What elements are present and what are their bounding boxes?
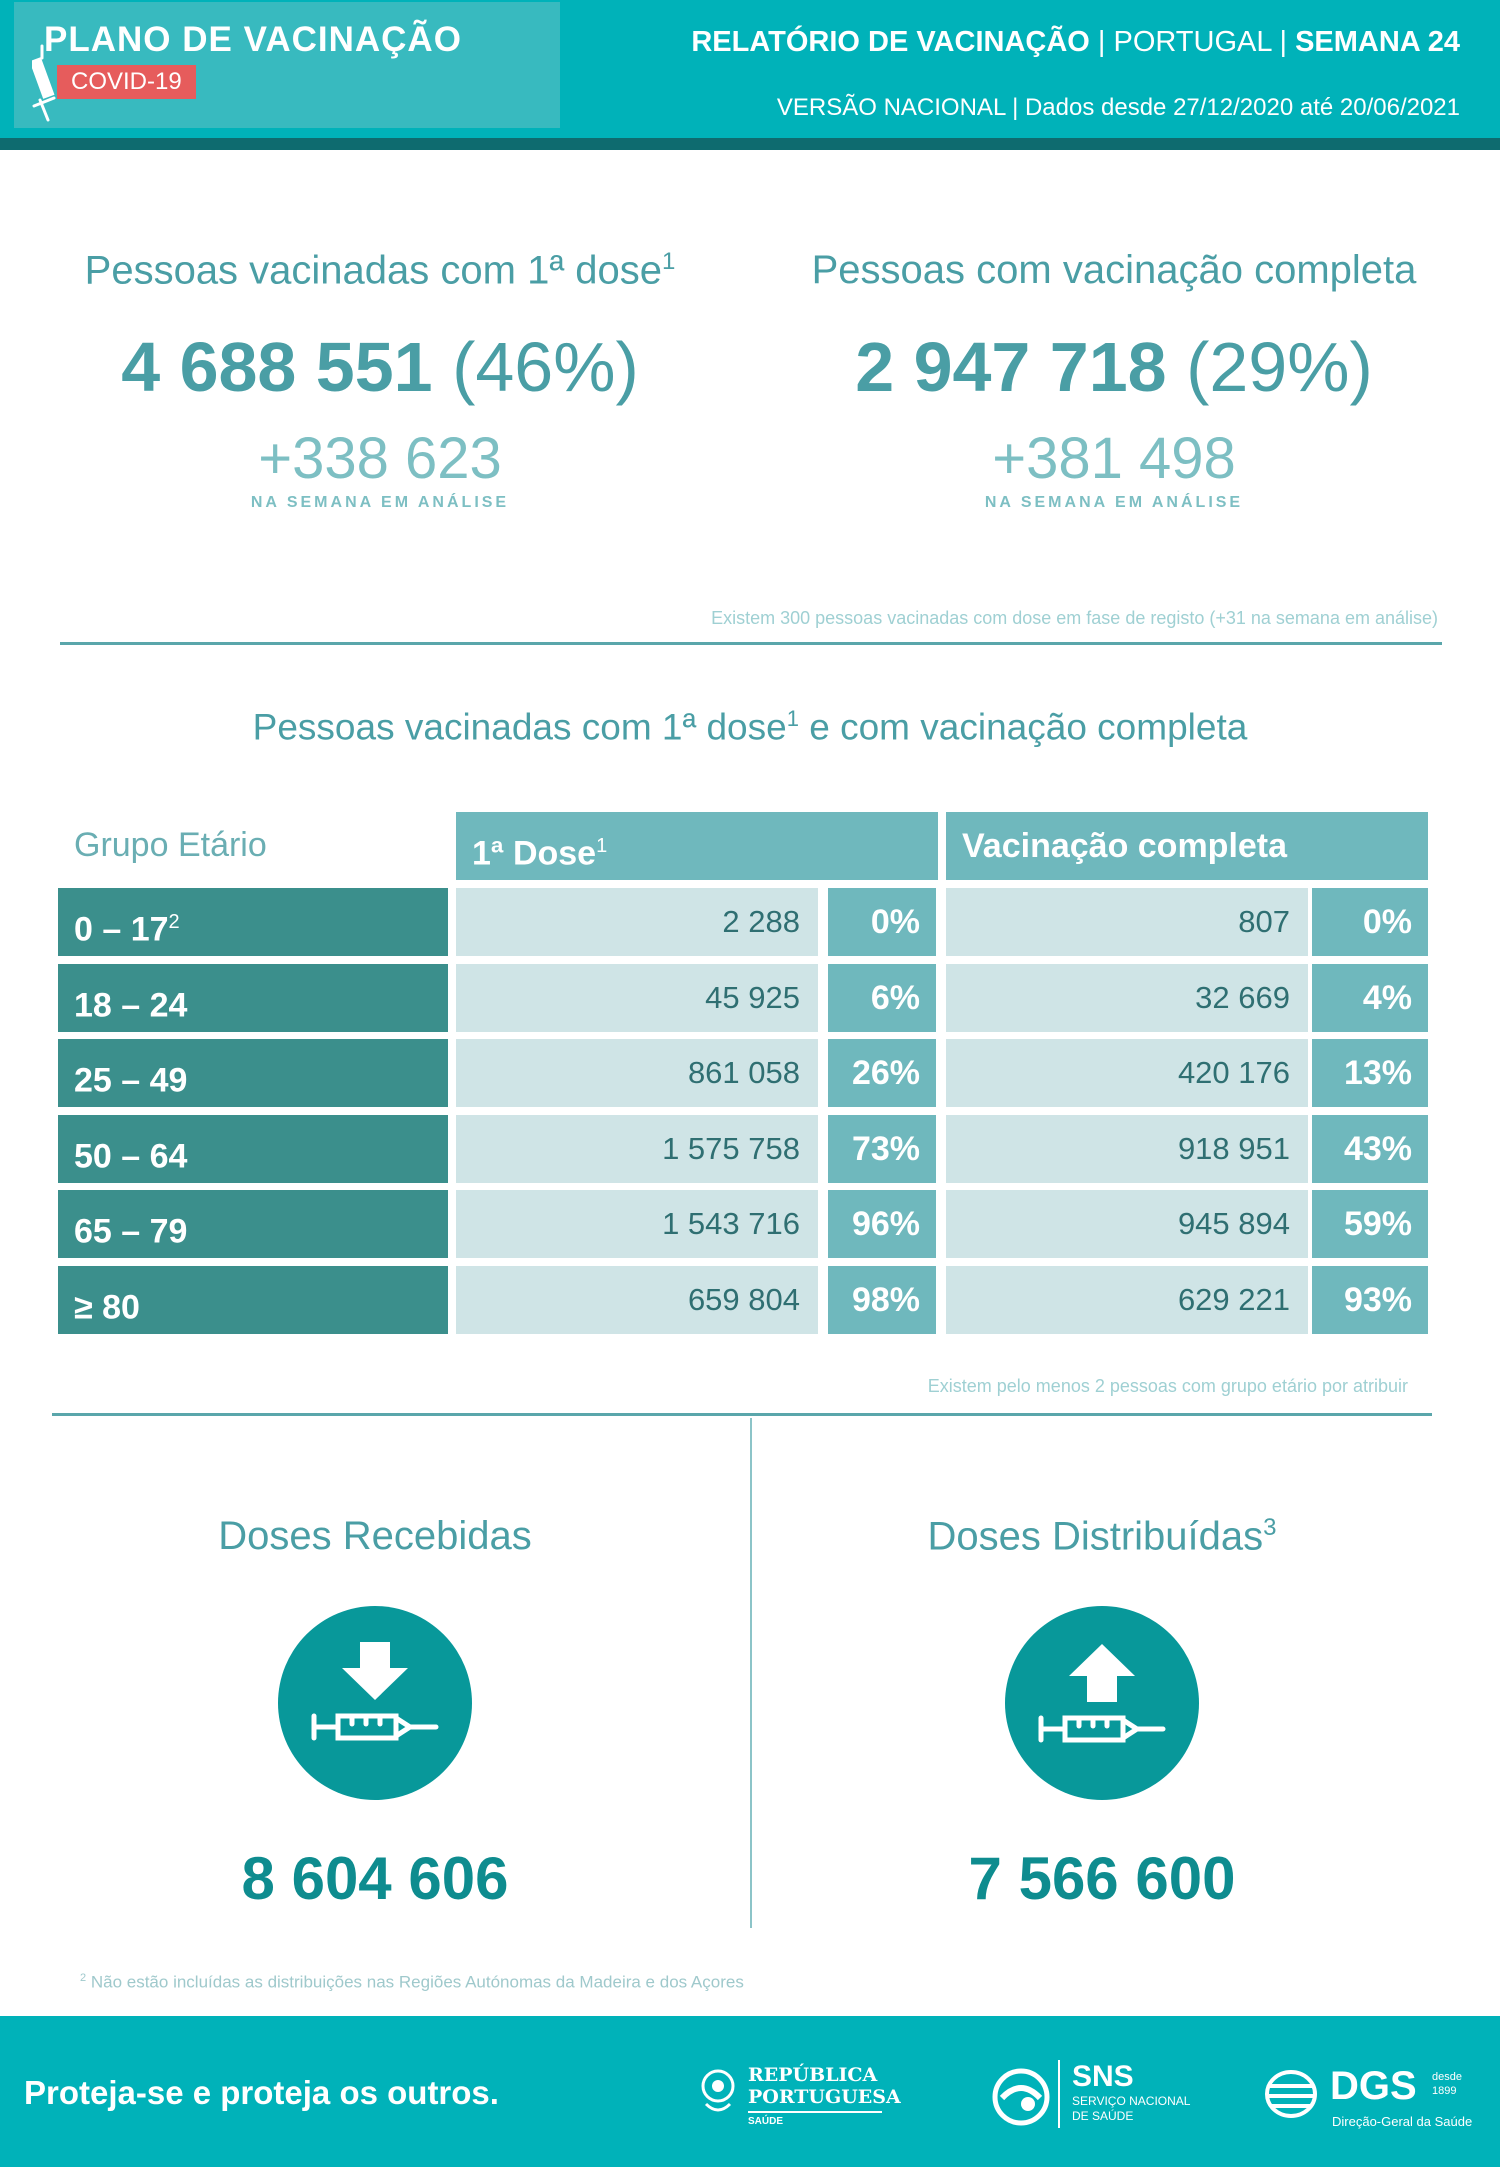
first-dose-value	[0, 327, 760, 407]
col-header-age-group: Grupo Etário	[74, 826, 267, 864]
complete-count-cell: 945 894	[946, 1190, 1308, 1258]
doses-received-label: Doses Recebidas	[218, 1514, 532, 1558]
age-group-cell	[58, 888, 448, 956]
doses-received-value: 8 604 606	[241, 1845, 509, 1912]
complete-summary	[734, 248, 1494, 512]
first-dose-count-cell: 1 575 758	[456, 1115, 818, 1183]
age-group-cell	[58, 1190, 448, 1258]
first-dose-label	[0, 248, 760, 293]
complete-pct: (29%)	[1186, 328, 1373, 406]
first-dose-count: 4 688 551	[121, 328, 433, 407]
age-group-cell	[58, 964, 448, 1032]
brand-title: PLANO DE VACINAÇÃO	[44, 20, 462, 59]
complete-pct-cell: 93%	[1312, 1266, 1428, 1334]
age-group-cell	[58, 1039, 448, 1107]
rp-line2: PORTUGUESA	[748, 2086, 901, 2108]
footer-slogan: Proteja-se e proteja os outros.	[24, 2074, 499, 2111]
age-section-title-sup: 1	[786, 706, 799, 731]
first-dose-count-cell: 2 288	[456, 888, 818, 956]
table-row	[58, 1190, 1428, 1258]
first-dose-count-cell: 45 925	[456, 964, 818, 1032]
age-group-sup: 2	[168, 911, 180, 933]
footnote-sup: 2	[80, 1972, 87, 1984]
complete-count-cell: 420 176	[946, 1039, 1308, 1107]
section-divider-middle	[52, 1413, 1432, 1416]
sns-line3: DE SAÚDE	[1072, 2109, 1134, 2123]
doses-distributed-label-sup: 3	[1263, 1514, 1277, 1541]
rp-line1: REPÚBLICA	[748, 2064, 878, 2086]
first-dose-pct-cell: 0%	[828, 888, 936, 956]
dgs-since-year: 1899	[1432, 2085, 1457, 2097]
doses-distributed-value: 7 566 600	[968, 1845, 1236, 1912]
complete-pct-cell: 4%	[1312, 964, 1428, 1032]
table-row	[58, 1266, 1428, 1334]
dgs-line1: DGS	[1330, 2064, 1417, 2108]
complete-pct-cell: 13%	[1312, 1039, 1428, 1107]
first-dose-label-sup: 1	[661, 248, 676, 275]
table-row	[58, 1039, 1428, 1107]
doses-distributed-label-text: Doses Distribuídas	[927, 1514, 1264, 1559]
first-dose-pct-cell: 6%	[828, 964, 936, 1032]
syringe-arrow-down-icon	[278, 1606, 472, 1800]
age-section-title-part1: Pessoas vacinadas com 1ª dose	[252, 706, 787, 748]
first-dose-summary	[0, 248, 760, 512]
brand-tag: COVID-19	[57, 65, 196, 99]
first-dose-delta-note: NA SEMANA EM ANÁLISE	[250, 494, 510, 512]
report-footer	[0, 2016, 1500, 2167]
first-dose-pct-cell: 98%	[828, 1266, 936, 1334]
complete-value	[734, 327, 1494, 407]
complete-label: Pessoas com vacinação completa	[811, 248, 1417, 292]
age-group-cell	[58, 1115, 448, 1183]
report-subtitle: VERSÃO NACIONAL | Dados desde 27/12/2020 até 20/06/2021	[776, 94, 1460, 121]
table-row	[58, 964, 1428, 1032]
age-unassigned-note: Existem pelo menos 2 pessoas com grupo etário por atribuir	[927, 1376, 1408, 1396]
first-dose-pct-cell: 96%	[828, 1190, 936, 1258]
report-header	[0, 0, 1500, 150]
registration-note: Existem 300 pessoas vacinadas com dose em fase de registo (+31 na semana em análise)	[711, 608, 1438, 628]
age-group-label: 25 – 49	[74, 1061, 188, 1100]
rp-rule	[748, 2111, 882, 2113]
complete-pct-cell: 0%	[1312, 888, 1428, 956]
table-row	[58, 1115, 1428, 1183]
first-dose-pct-cell: 73%	[828, 1115, 936, 1183]
syringe-arrow-up-icon	[1005, 1606, 1199, 1800]
age-section-title	[0, 706, 1500, 748]
complete-delta-note: NA SEMANA EM ANÁLISE	[984, 494, 1244, 511]
section-divider-top	[60, 642, 1442, 645]
footnote	[80, 1972, 744, 1993]
complete-pct-cell: 43%	[1312, 1115, 1428, 1183]
complete-pct-cell: 59%	[1312, 1190, 1428, 1258]
report-title-sep: |	[1089, 26, 1114, 58]
complete-count-cell: 629 221	[946, 1266, 1308, 1334]
age-group-label: ≥ 80	[74, 1287, 140, 1326]
sns-line1: SNS	[1072, 2060, 1134, 2093]
footnote-text: Não estão incluídas as distribuições nas Regiões Autónomas da Madeira e dos Açores	[86, 1972, 744, 1992]
republica-emblem-icon	[700, 2064, 736, 2116]
age-group-label: 18 – 24	[74, 985, 188, 1024]
first-dose-pct-cell: 26%	[828, 1039, 936, 1107]
dgs-line2: Direção-Geral da Saúde	[1332, 2114, 1473, 2129]
doses-distributed-label	[752, 1514, 1452, 1559]
report-title-sep2: |	[1271, 26, 1296, 58]
report-title	[691, 26, 1460, 59]
first-dose-delta: +338 623	[258, 426, 502, 492]
sns-separator	[1058, 2060, 1060, 2128]
first-dose-count-cell: 659 804	[456, 1266, 818, 1334]
first-dose-count-cell: 1 543 716	[456, 1190, 818, 1258]
complete-count-cell: 918 951	[946, 1115, 1308, 1183]
first-dose-count-cell: 861 058	[456, 1039, 818, 1107]
dgs-since-label: desde	[1432, 2071, 1462, 2083]
complete-count-cell: 807	[946, 888, 1308, 956]
header-divider	[0, 138, 1500, 150]
doses-received	[25, 1514, 725, 1912]
complete-count-cell: 32 669	[946, 964, 1308, 1032]
first-dose-label-text: Pessoas vacinadas com 1ª dose	[84, 248, 662, 293]
age-group-label: 0 – 17	[74, 910, 169, 949]
first-dose-pct: (46%)	[452, 328, 639, 407]
sns-emblem-icon	[992, 2068, 1050, 2126]
col-header-first-dose-text: 1ª Dose	[472, 834, 597, 873]
rp-line3: SAÚDE	[748, 2116, 784, 2127]
age-group-label: 50 – 64	[74, 1136, 188, 1175]
report-title-week: SEMANA 24	[1295, 26, 1460, 58]
sns-line2: SERVIÇO NACIONAL	[1072, 2094, 1191, 2108]
dgs-emblem-icon	[1264, 2068, 1318, 2120]
age-group-cell	[58, 1266, 448, 1334]
complete-delta: +381 498	[992, 426, 1236, 491]
dgs-since	[1432, 2070, 1462, 2098]
age-section-title-part2: e com vacinação completa	[798, 706, 1248, 748]
col-header-complete: Vacinação completa	[946, 812, 1428, 880]
report-title-main: RELATÓRIO DE VACINAÇÃO	[691, 26, 1090, 58]
report-title-country: PORTUGAL	[1113, 26, 1272, 58]
age-group-label: 65 – 79	[74, 1212, 188, 1251]
table-row	[58, 888, 1428, 956]
col-header-first-dose-sup: 1	[596, 835, 608, 857]
col-header-first-dose	[456, 812, 938, 880]
doses-distributed	[752, 1514, 1452, 1912]
complete-count: 2 947 718	[855, 328, 1167, 406]
brand-box	[14, 2, 560, 128]
